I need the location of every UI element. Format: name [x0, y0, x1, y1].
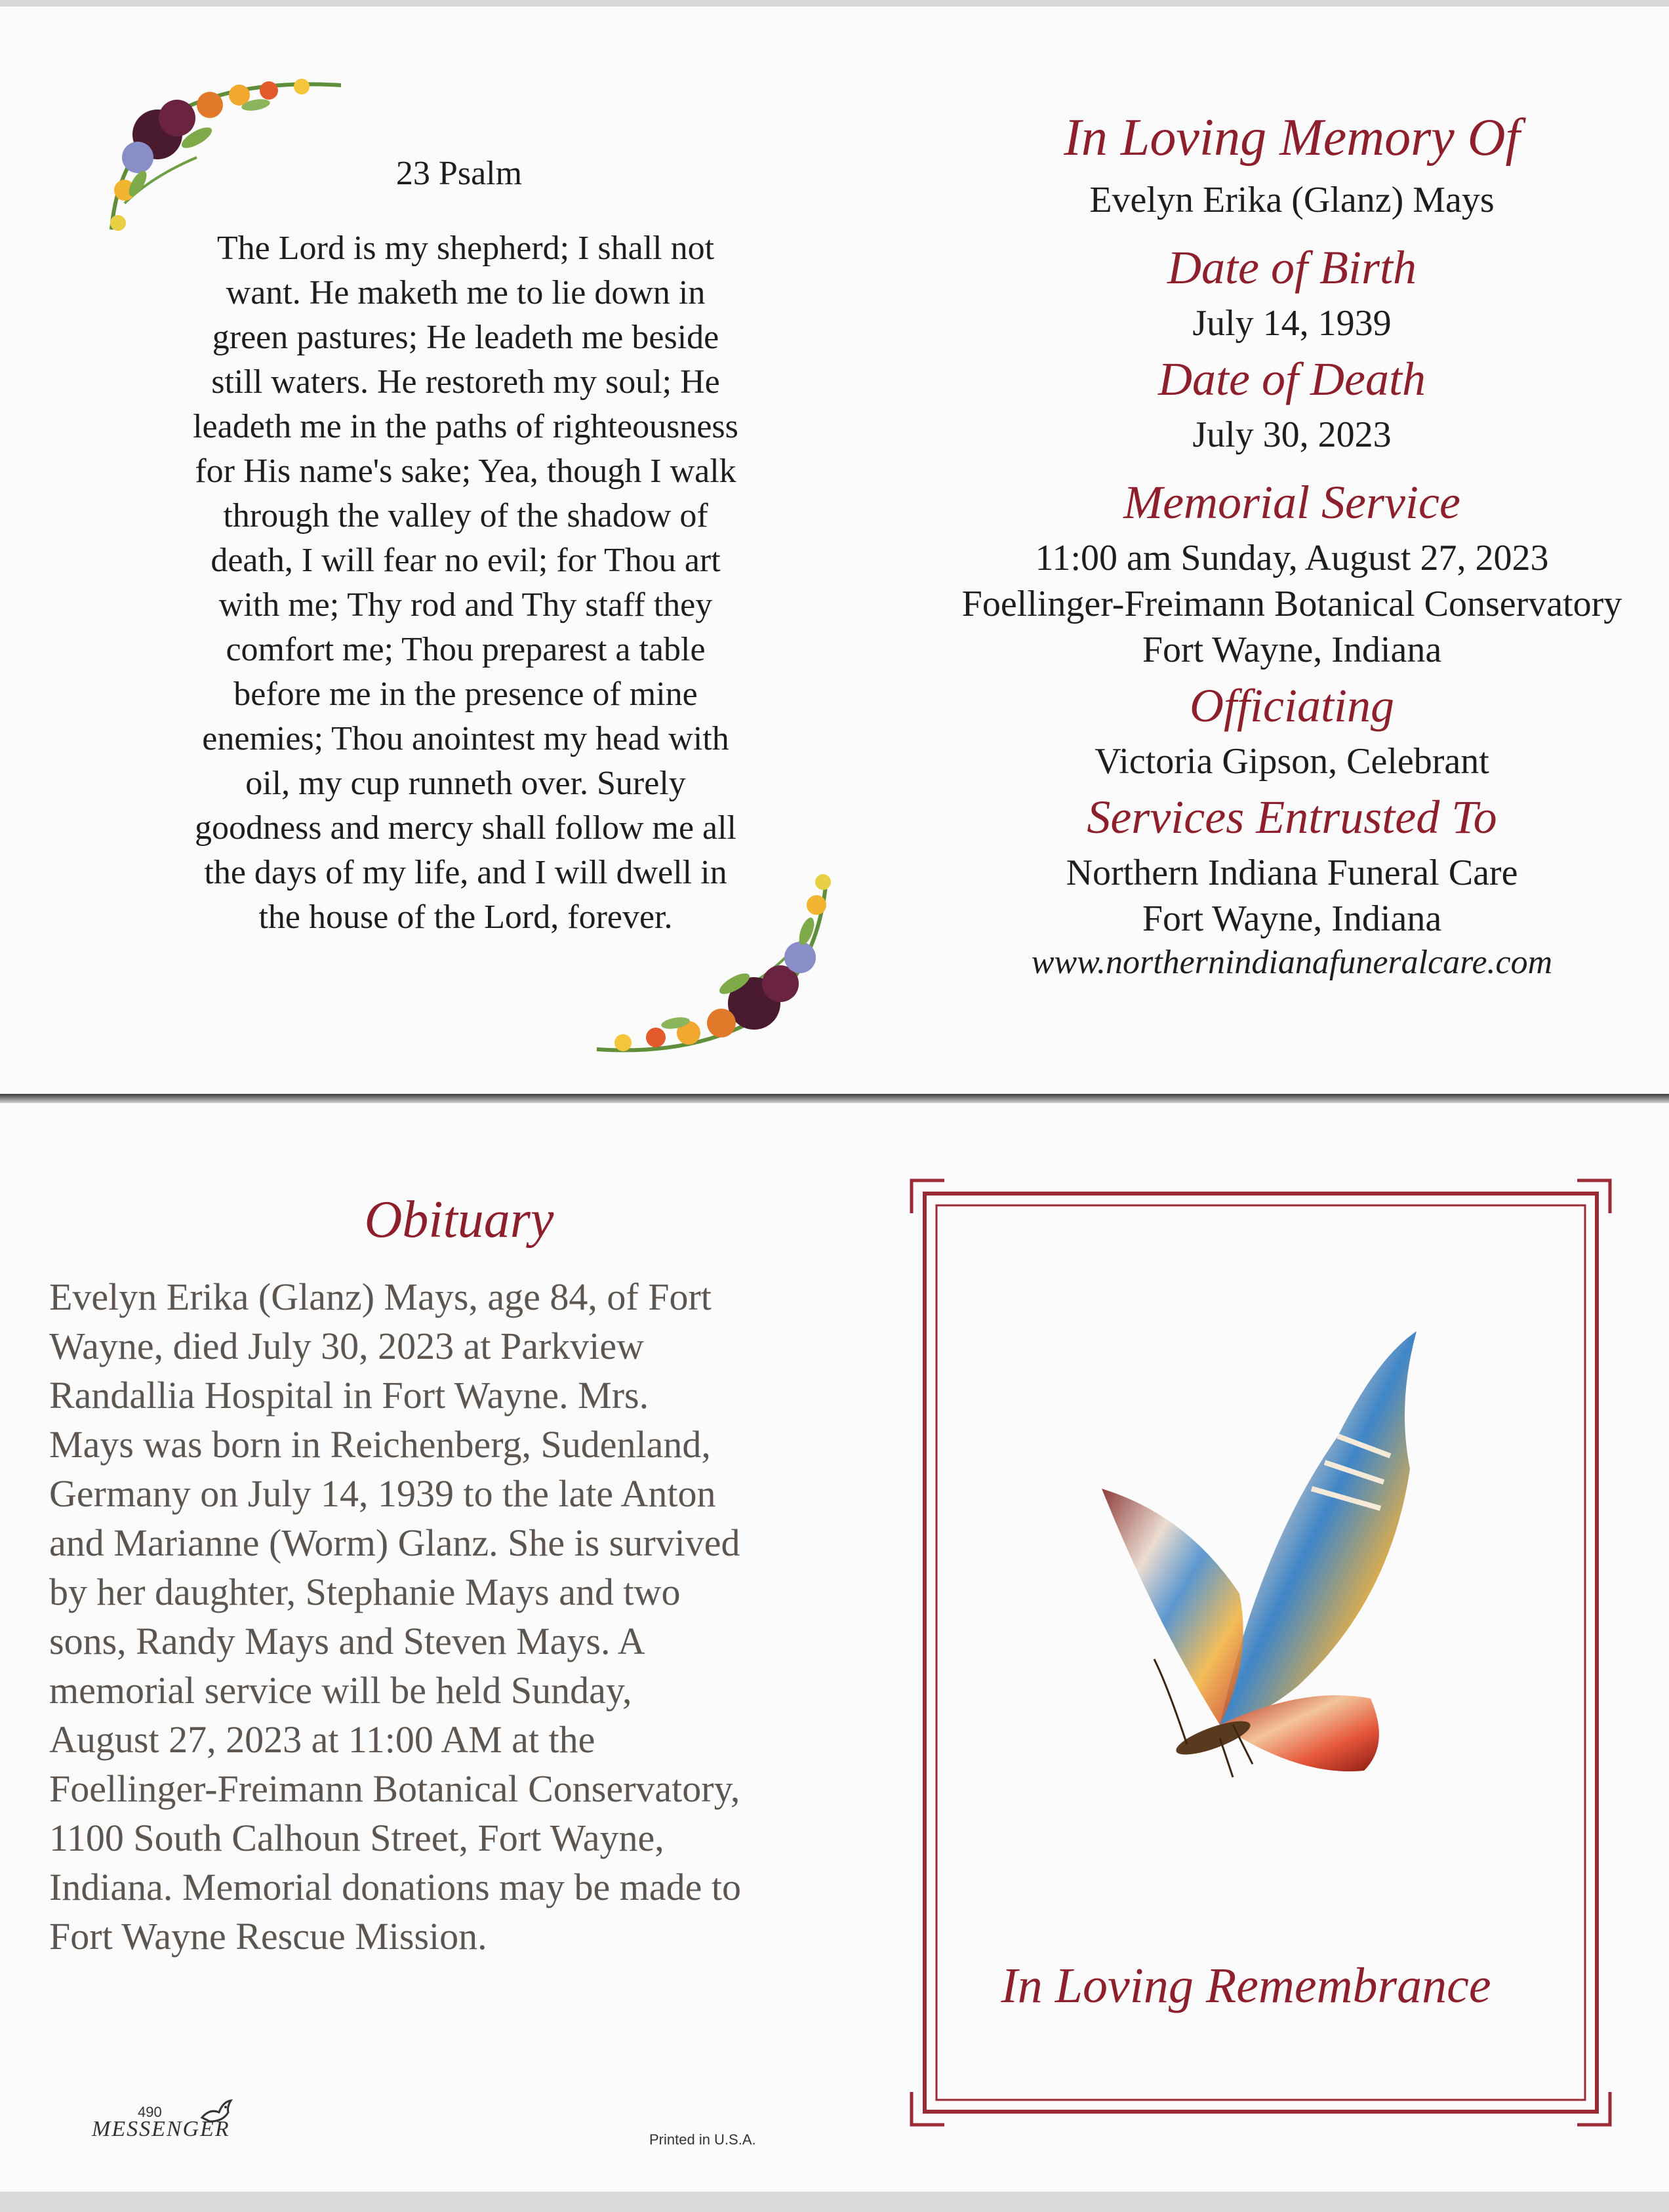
obituary-line: 1100 South Calhoun Street, Fort Wayne,	[49, 1817, 664, 1859]
obituary-line: Foellinger-Freimann Botanical Conservatory,	[49, 1767, 740, 1810]
birth-heading: Date of Birth	[1167, 241, 1417, 294]
obituary-text	[49, 1272, 820, 1961]
dove-icon	[197, 2095, 236, 2128]
funeral-city: Fort Wayne, Indiana	[1142, 898, 1442, 939]
psalm-line: still waters. He restoreth my soul; He	[211, 363, 720, 401]
psalm-line: oil, my cup runneth over. Surely	[245, 765, 686, 802]
psalm-line: for His name's sake; Yea, though I walk	[195, 452, 736, 490]
funeral-website[interactable]: www.northernindianafuneralcare.com	[1031, 944, 1553, 981]
obituary-line: Germany on July 14, 1939 to the late Anton	[49, 1472, 716, 1515]
product-number: 490	[138, 2104, 162, 2120]
psalm-line: before me in the presence of mine	[233, 675, 698, 713]
fold-line	[0, 1094, 1669, 1103]
obituary-line: Evelyn Erika (Glanz) Mays, age 84, of Fort	[49, 1276, 712, 1318]
obituary-line: Mays was born in Reichenberg, Sudenland,	[49, 1423, 711, 1466]
floral-corner-bottom-icon	[590, 866, 839, 1062]
psalm-line: goodness and mercy shall follow me all	[194, 809, 737, 847]
service-city: Fort Wayne, Indiana	[1142, 630, 1442, 670]
death-heading: Date of Death	[1158, 353, 1426, 405]
obituary-line: by her daughter, Stephanie Mays and two	[49, 1571, 681, 1613]
psalm-line: the house of the Lord, forever.	[258, 898, 673, 936]
obituary-line: Randallia Hospital in Fort Wayne. Mrs.	[49, 1374, 649, 1417]
obituary-line: and Marianne (Worm) Glanz. She is survived	[49, 1521, 740, 1564]
psalm-line: want. He maketh me to lie down in	[226, 274, 706, 312]
psalm-line: through the valley of the shadow of	[223, 497, 708, 534]
service-time: 11:00 am Sunday, August 27, 2023	[1035, 538, 1549, 578]
psalm-title: 23 Psalm	[395, 155, 523, 192]
psalm-line: death, I will fear no evil; for Thou art	[211, 542, 721, 579]
psalm-line: leadeth me in the paths of righteousness	[193, 408, 738, 445]
psalm-line: the days of my life, and I will dwell in	[204, 854, 727, 891]
scan-bottom-edge	[0, 2192, 1669, 2212]
officiating-heading: Officiating	[1190, 679, 1394, 732]
psalm-line: The Lord is my shepherd; I shall not	[216, 230, 715, 267]
brand-logo: MESSENGER	[92, 2117, 230, 2141]
printed-in-label: Printed in U.S.A.	[649, 2131, 756, 2148]
service-heading: Memorial Service	[1123, 476, 1460, 529]
death-date: July 30, 2023	[1192, 414, 1392, 455]
obituary-title: Obituary	[364, 1191, 554, 1249]
psalm-line: with me; Thy rod and Thy staff they	[218, 586, 713, 624]
obituary-line: memorial service will be held Sunday,	[49, 1669, 632, 1712]
memorial-info-panel	[892, 98, 1669, 984]
officiant: Victoria Gipson, Celebrant	[1095, 741, 1489, 782]
memory-heading: In Loving Memory Of	[1064, 109, 1520, 167]
birth-date: July 14, 1939	[1192, 303, 1392, 344]
psalm-text	[138, 226, 794, 940]
butterfly-icon	[1023, 1318, 1482, 1817]
remembrance-caption: In Loving Remembrance	[1001, 1958, 1491, 2013]
obituary-line: sons, Randy Mays and Steven Mays. A	[49, 1620, 645, 1662]
psalm-line: comfort me; Thou preparest a table	[226, 631, 706, 668]
service-place: Foellinger-Freimann Botanical Conservatory	[961, 584, 1622, 624]
entrusted-heading: Services Entrusted To	[1087, 791, 1497, 843]
obituary-line: Fort Wayne Rescue Mission.	[49, 1915, 487, 1958]
funeral-home: Northern Indiana Funeral Care	[1066, 853, 1518, 893]
obituary-line: August 27, 2023 at 11:00 AM at the	[49, 1718, 595, 1761]
obituary-line: Indiana. Memorial donations may be made to	[49, 1866, 741, 1908]
psalm-line: enemies; Thou anointest my head with	[202, 720, 729, 757]
deceased-name: Evelyn Erika (Glanz) Mays	[1089, 180, 1495, 220]
obituary-line: Wayne, died July 30, 2023 at Parkview	[49, 1325, 645, 1367]
psalm-line: green pastures; He leadeth me beside	[212, 319, 719, 356]
